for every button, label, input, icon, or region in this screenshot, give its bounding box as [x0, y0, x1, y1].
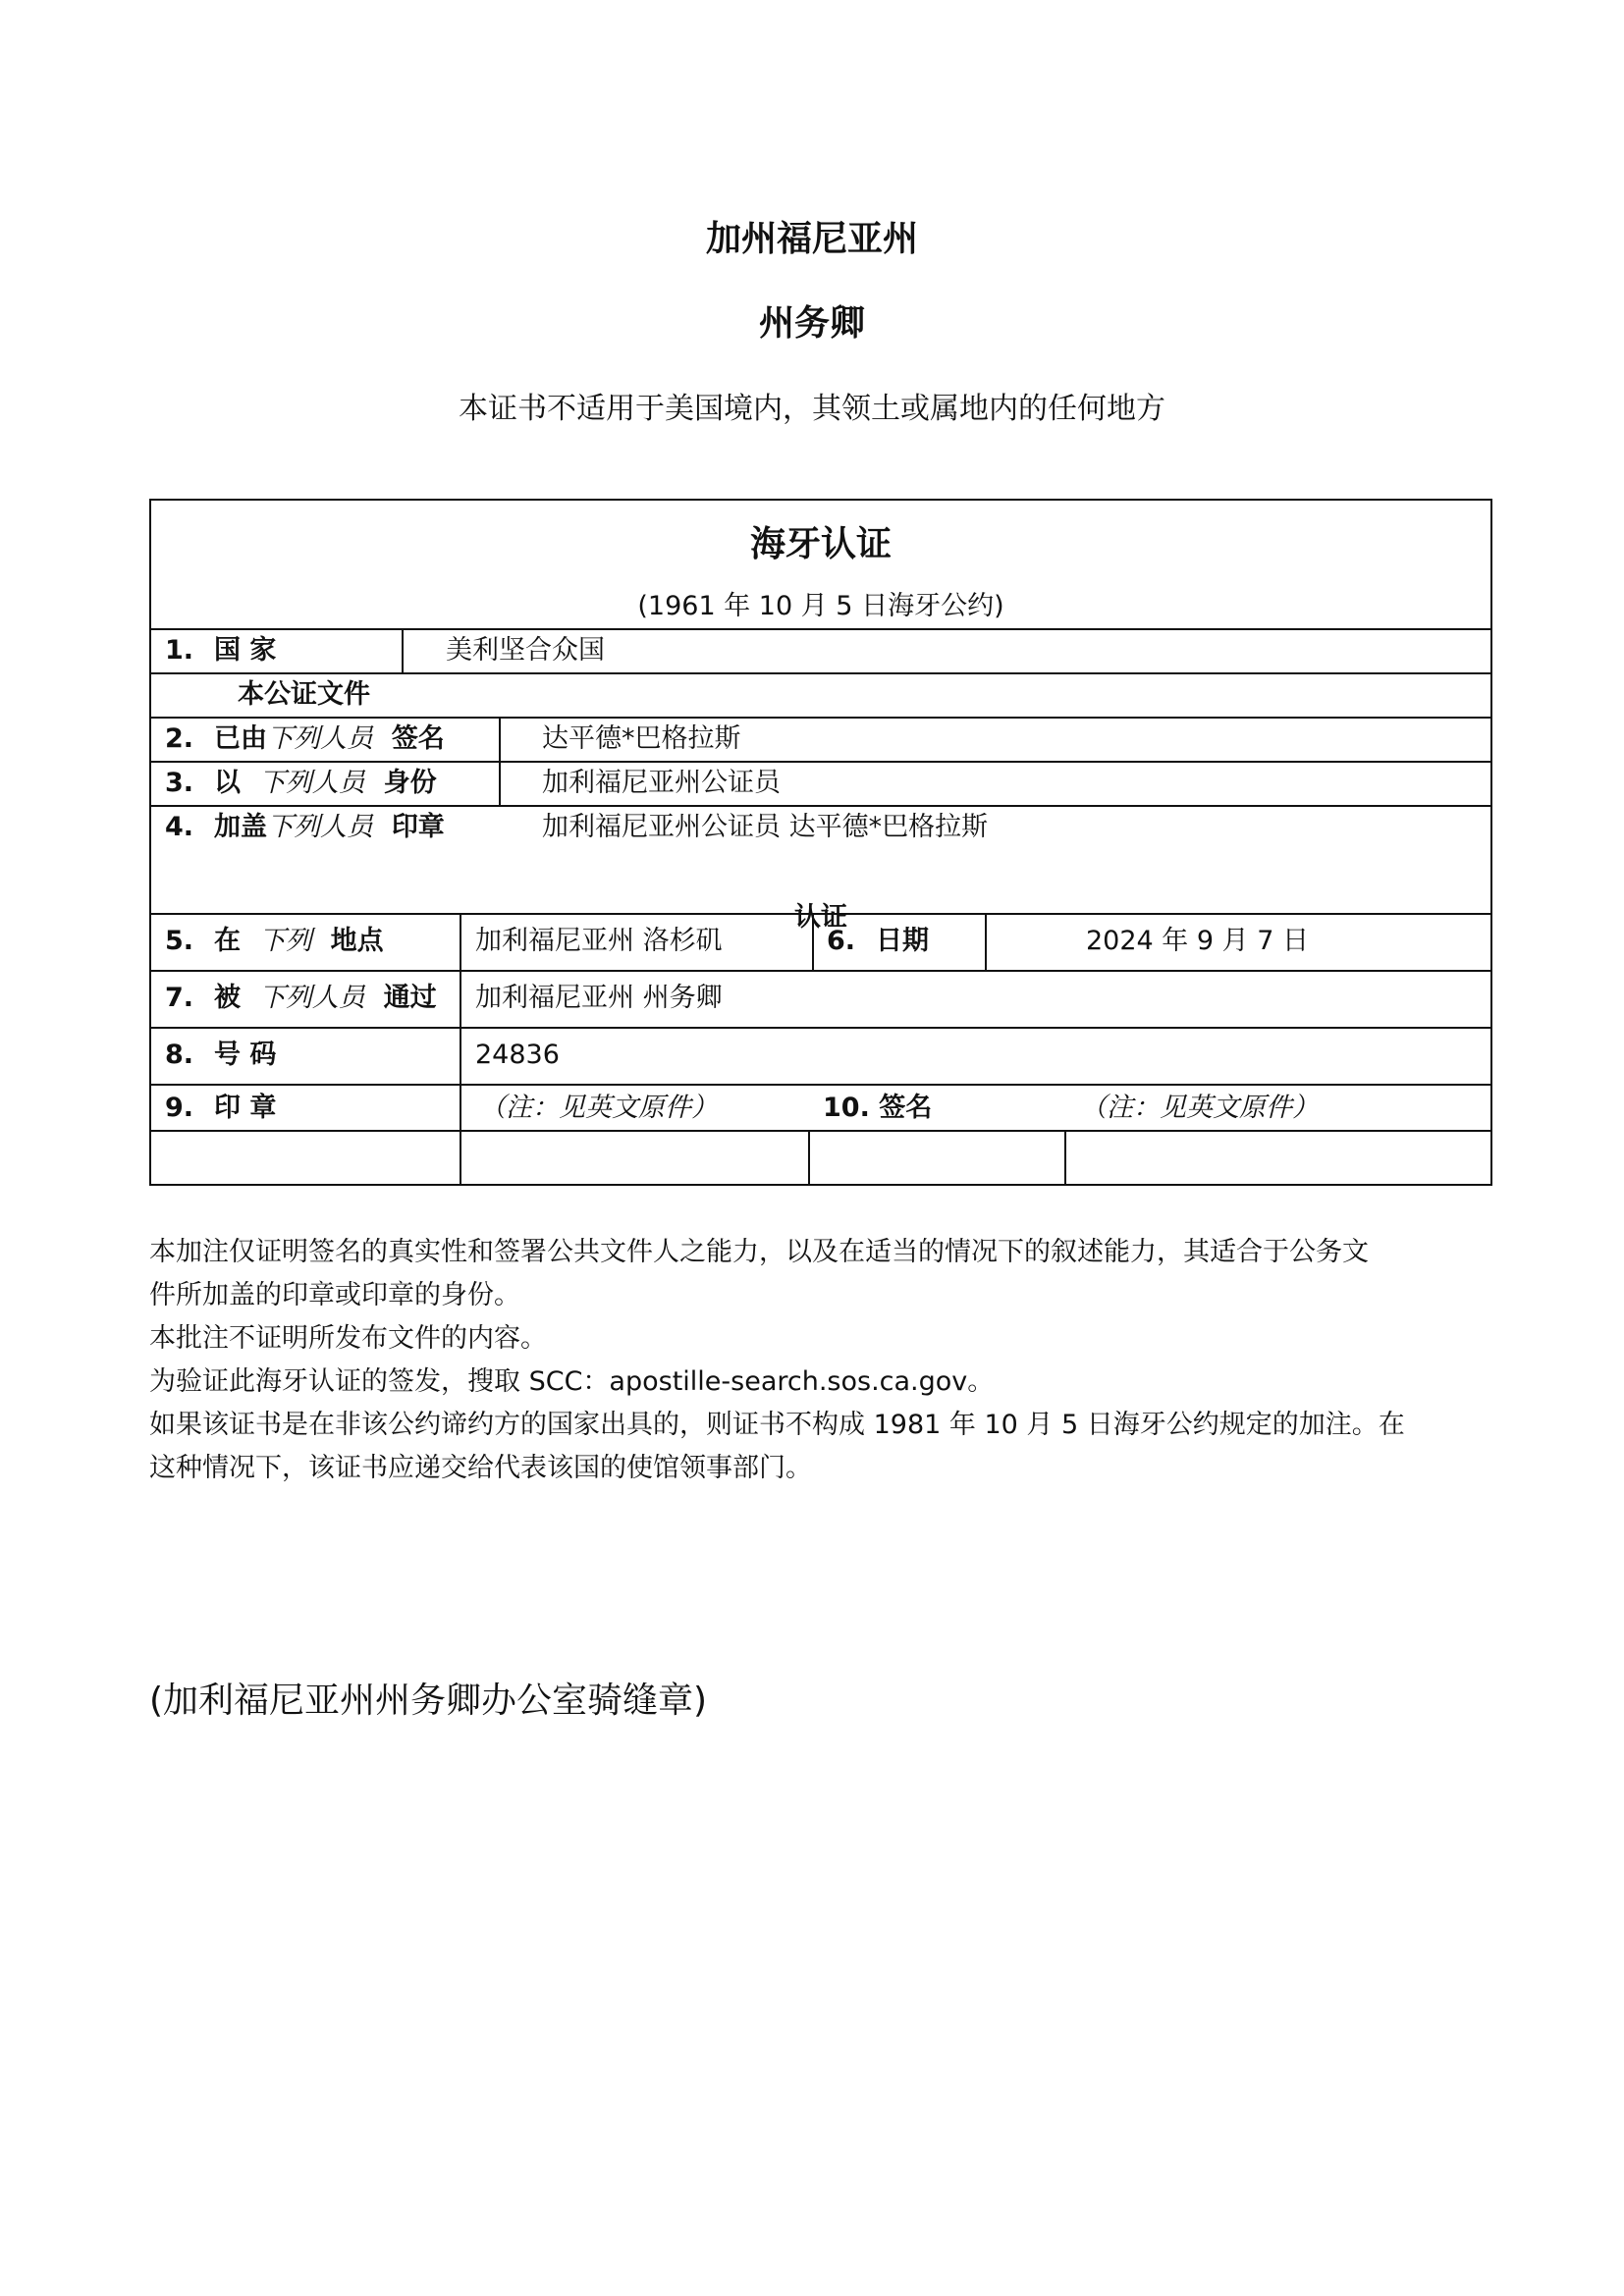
row-6-number: 6. [827, 926, 856, 956]
signed-by-value: 达平德*巴格拉斯 [542, 723, 741, 754]
seal-of-value: 加利福尼亚州公证员 达平德*巴格拉斯 [542, 812, 989, 842]
place-label-b: 地点 [330, 926, 384, 956]
footer-paragraph-1-line-2: 件所加盖的印章或印章的身份。 [149, 1280, 520, 1310]
number-value: 24836 [475, 1040, 560, 1070]
seal-of-label [214, 806, 445, 849]
row-1-number: 1. [165, 635, 194, 666]
convention-note: (1961 年 10 月 5 日海牙公约) [637, 591, 1004, 621]
place-label-italic: 下列 [258, 926, 312, 956]
date-label: 日期 [876, 926, 929, 956]
footer-paragraph-4-line-1: 如果该证书是在非该公约谛约方的国家出具的，则证书不构成 1981 年 10 月 5 日海牙公约规定的加注。在 [149, 1410, 1405, 1440]
by-label-b: 通过 [383, 983, 437, 1013]
signed-by-label-italic: 下列人员 [267, 723, 373, 754]
footer-paragraph-2: 本批注不证明所发布文件的内容。 [149, 1323, 547, 1354]
perforation-seal-note: (加利福尼亚州州务卿办公室骑缝章) [149, 1681, 708, 1721]
number-label: 号 码 [214, 1040, 277, 1070]
place-label [214, 920, 384, 963]
by-value: 加利福尼亚州 州务卿 [475, 983, 723, 1013]
territory-notice: 本证书不适用于美国境内，其领土或属地内的任何地方 [459, 392, 1165, 426]
seal-of-label-b: 印章 [391, 812, 445, 842]
seal-value: （注：见英文原件） [479, 1093, 718, 1123]
row-9-number: 9. [165, 1093, 194, 1123]
signature-value: （注：见英文原件） [1080, 1093, 1319, 1123]
row-7-number: 7. [165, 983, 194, 1013]
apostille-box [149, 499, 1492, 1186]
footer-paragraph-3: 为验证此海牙认证的签发，搜取 SCC：apostille-search.sos.ca.gov。 [149, 1366, 995, 1397]
capacity-label-a: 以 [214, 768, 241, 798]
signature-label-text: 签名 [879, 1093, 933, 1123]
footer-paragraph-1-line-1: 本加注仅证明签名的真实性和签署公共文件人之能力，以及在适当的情况下的叙述能力，其适合于公务文 [149, 1237, 1369, 1267]
row-2-number: 2. [165, 723, 194, 754]
signature-label [823, 1087, 932, 1130]
date-value: 2024 年 9 月 7 日 [1086, 926, 1309, 956]
row-8-number: 8. [165, 1040, 194, 1070]
by-label-italic: 下列人员 [258, 983, 365, 1013]
place-value: 加利福尼亚州 洛杉矶 [475, 926, 723, 956]
capacity-label-italic: 下列人员 [258, 768, 365, 798]
place-label-a: 在 [214, 926, 241, 956]
apostille-title: 海牙认证 [749, 524, 892, 564]
capacity-label-b: 身份 [383, 768, 437, 798]
seal-of-label-a: 加盖 [214, 812, 267, 842]
by-label-a: 被 [214, 983, 241, 1013]
country-label: 国 家 [214, 635, 277, 666]
row-4-number: 4. [165, 812, 194, 842]
state-heading: 加州福尼亚州 [705, 219, 918, 259]
row-10-number: 10. [823, 1093, 870, 1123]
seal-label: 印 章 [214, 1093, 277, 1123]
office-heading: 州务卿 [758, 303, 865, 344]
signed-by-label-a: 已由 [214, 723, 267, 754]
row-5-number: 5. [165, 926, 194, 956]
certified-label: 认证 [794, 902, 847, 933]
footer-paragraph-4-line-2: 这种情况下，该证书应递交给代表该国的使馆领事部门。 [149, 1453, 812, 1483]
capacity-label [214, 762, 437, 805]
capacity-value: 加利福尼亚州公证员 [542, 768, 781, 798]
row-3-number: 3. [165, 768, 194, 798]
country-value: 美利坚合众国 [446, 635, 605, 666]
seal-of-label-italic: 下列人员 [267, 812, 373, 842]
public-document-label: 本公证文件 [238, 679, 370, 710]
signed-by-label-b: 签名 [391, 723, 445, 754]
signed-by-label [214, 718, 445, 761]
by-label [214, 977, 437, 1020]
